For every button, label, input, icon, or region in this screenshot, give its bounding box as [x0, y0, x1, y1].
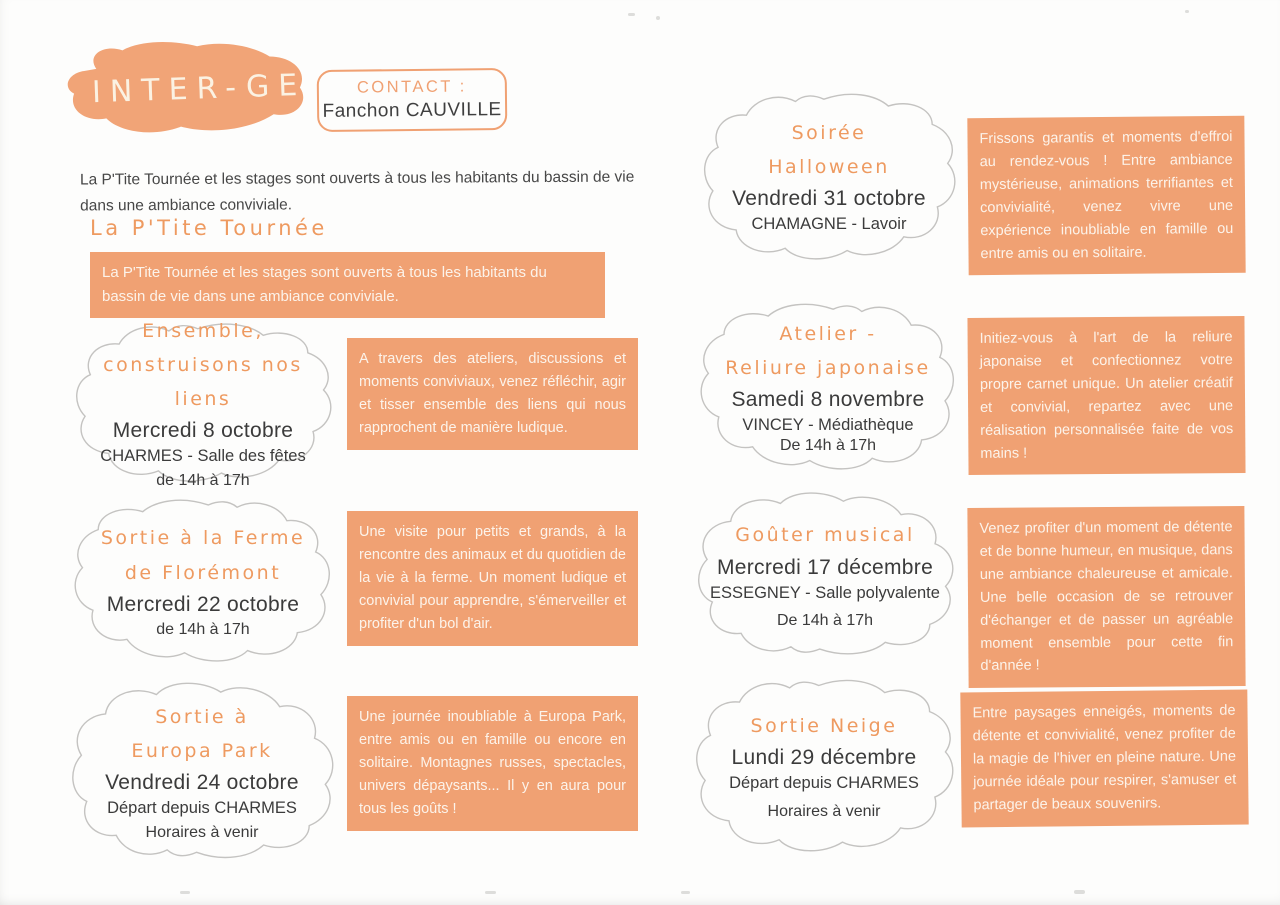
scan-speck — [485, 891, 496, 894]
event-description: Une visite pour petits et grands, à la rencontre des animaux et du quotidien de la vie à la ferme. Un moment ludique et convivial pour apprendre, s'émerveiller et profiter d'un bol d'air. — [347, 511, 638, 646]
event-card-halloween — [700, 90, 958, 262]
event-title — [101, 521, 305, 589]
contact-label: CONTACT : — [356, 77, 467, 97]
contact-name: Fanchon CAUVILLE — [322, 99, 502, 122]
event-title-line: de Florémont — [124, 561, 282, 584]
event-title-line: Soirée — [791, 121, 867, 144]
scan-speck — [628, 13, 635, 16]
event-title — [725, 317, 930, 385]
event-card-ferme-floremont — [72, 496, 334, 664]
event-card-ensemble — [72, 319, 334, 490]
event-location: ESSEGNEY - Salle polyvalente — [710, 583, 940, 602]
scan-speck — [1074, 890, 1085, 894]
event-date: Lundi 29 décembre — [731, 746, 917, 770]
event-title-line: Ensemble, — [142, 319, 264, 342]
event-title-line: Halloween — [768, 156, 890, 178]
event-description: Entre paysages enneigés, moments de détente et convivialité, venez profiter de la magie de l'hiver en pleine nature. Une journée idéale pour respirer, s'amuser et partager de beaux souvenirs. — [960, 690, 1248, 828]
event-title — [105, 700, 299, 768]
event-card-reliure-japonaise — [698, 300, 958, 472]
event-title — [729, 709, 919, 743]
event-time: de 14h à 17h — [156, 472, 250, 490]
event-location: Départ depuis CHARMES — [729, 774, 919, 793]
event-title-line: Sortie à — [155, 705, 249, 728]
event-title — [732, 116, 926, 184]
event-location: Départ depuis CHARMES — [107, 799, 297, 818]
logo-text: INTER-GE — [91, 67, 307, 110]
event-card-gouter-musical — [694, 490, 956, 658]
event-time: Horaires à venir — [145, 824, 259, 842]
event-title-line: Goûter musical — [735, 524, 915, 547]
logo-blob — [60, 40, 312, 138]
contact-box — [317, 68, 508, 132]
event-description: Une journée inoubliable à Europa Park, entre amis ou en famille ou encore en solitaire. Montagnes russes, spectacles, univers dépaysants... Il y en aura pour tous les goûts ! — [347, 696, 638, 831]
event-title — [88, 314, 318, 417]
event-date: Mercredi 8 octobre — [112, 419, 294, 443]
scan-speck — [1185, 10, 1189, 13]
event-title-line: Atelier - — [779, 322, 877, 345]
event-location: CHAMAGNE - Lavoir — [751, 215, 907, 234]
section-heading: La P'Tite Tournée — [90, 216, 328, 240]
event-date: Vendredi 24 octobre — [105, 771, 299, 795]
event-title-line: construisons nos liens — [103, 353, 303, 411]
event-time: Horaires à venir — [767, 803, 881, 821]
section-banner: La P'Tite Tournée et les stages sont ouverts à tous les habitants du bassin de vie dans une ambiance conviviale. — [90, 252, 605, 318]
event-title-line: Sortie à la Ferme — [100, 527, 306, 550]
event-title-line: Reliure japonaise — [725, 357, 931, 379]
event-title-line: Europa Park — [131, 740, 273, 762]
event-card-europa-park — [68, 680, 336, 862]
event-time: De 14h à 17h — [776, 611, 874, 629]
event-date: Mercredi 17 décembre — [716, 555, 934, 579]
event-time: De 14h à 17h — [779, 437, 877, 455]
event-title — [710, 518, 940, 552]
event-date: Vendredi 31 octobre — [732, 187, 926, 211]
event-location: CHARMES - Salle des fêtes — [100, 447, 306, 466]
event-description: Initiez-vous à l'art de la reliure japonaise et confectionnez votre propre carnet unique. Un atelier créatif et convivial, repartez avec une réalisation personnalisée faite de vos mains ! — [967, 316, 1245, 475]
event-location: VINCEY - Médiathèque — [742, 416, 914, 435]
event-description: A travers des ateliers, discussions et moments conviviaux, venez réfléchir, agir et tisser ensemble des liens qui nous rapprochent de manière ludique. — [347, 338, 638, 450]
event-time: de 14h à 17h — [156, 620, 250, 638]
intro-text: La P'Tite Tournée et les stages sont ouverts à tous les habitants du bassin de vie dans une ambiance conviviale. — [79, 168, 635, 214]
event-card-sortie-neige — [692, 676, 956, 854]
event-title-line: Sortie Neige — [750, 714, 898, 737]
event-date: Samedi 8 novembre — [731, 388, 925, 412]
event-description: Venez profiter d'un moment de détente et de bonne humeur, en musique, dans une ambiance chaleureuse et amicale. Une belle occasion de se retrouver d'échanger et de passer un agréable moment ensemble pour cette fin d'année ! — [967, 506, 1245, 688]
event-description: Frissons garantis et moments d'effroi au rendez-vous ! Entre ambiance mystérieuse, animations terrifiantes et convivialité, venez vivre une expérience inoubliable en famille ou entre amis ou en solitaire. — [967, 116, 1245, 276]
scan-speck — [180, 891, 190, 894]
scan-speck — [656, 16, 660, 20]
event-date: Mercredi 22 octobre — [106, 592, 300, 616]
scan-speck — [681, 891, 690, 894]
